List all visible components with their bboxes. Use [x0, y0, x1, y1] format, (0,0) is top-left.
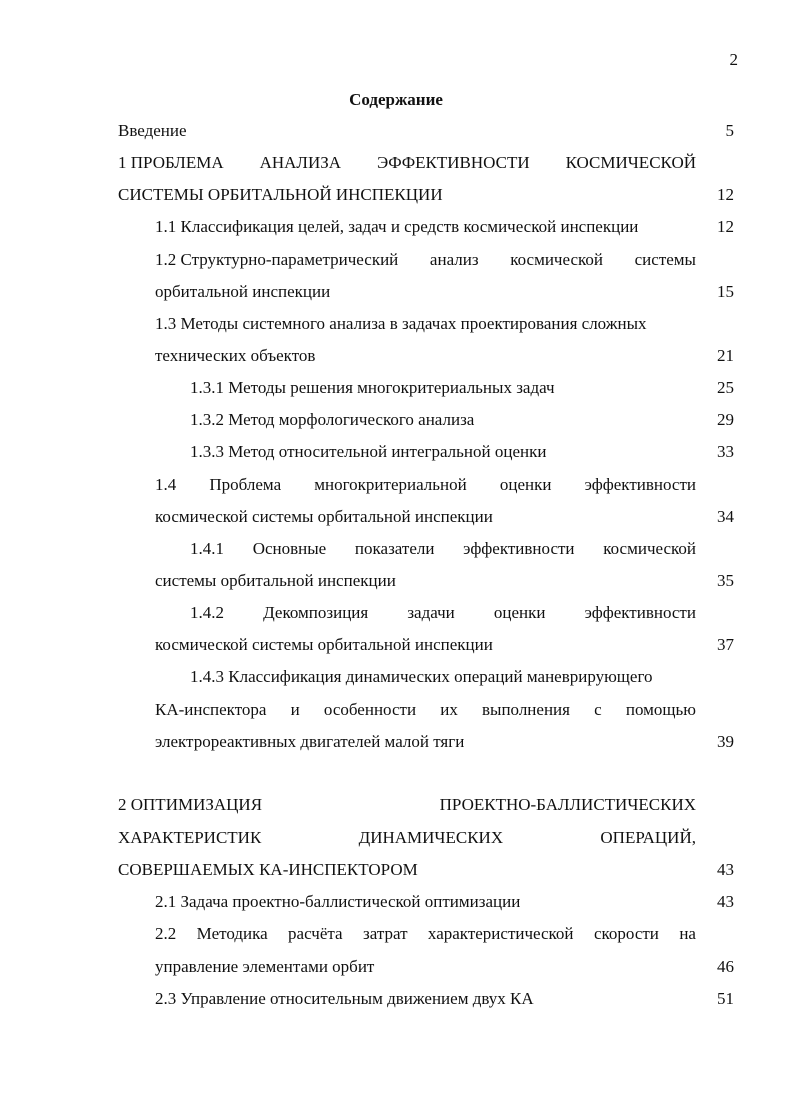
word: космической [510, 250, 603, 269]
word: ХАРАКТЕРИСТИК [118, 828, 262, 847]
word: выполнения [482, 700, 570, 719]
word: Декомпозиция [263, 603, 369, 622]
toc-entry-page: 15 [717, 282, 734, 301]
word: оценки [499, 475, 552, 494]
word: ПРОЕКТНО-БАЛЛИСТИЧЕСКИХ [439, 795, 696, 814]
toc-entry-page: 25 [717, 378, 734, 397]
page-number: 2 [729, 50, 738, 69]
word: скорости [593, 924, 659, 943]
toc-entry-line: космической системы орбитальной инспекции [155, 507, 493, 526]
word: Методика [196, 924, 268, 943]
toc-entry-page: 46 [717, 957, 734, 976]
word: характеристической [427, 924, 574, 943]
word: эффективности [463, 539, 575, 558]
toc-entry-page: 43 [717, 860, 734, 879]
toc-entry-page: 35 [717, 571, 734, 590]
word: эффективности [584, 603, 696, 622]
toc-entry-page: 33 [717, 442, 734, 461]
word: системы [634, 250, 696, 269]
word: особенности [323, 700, 417, 719]
toc-entry-text: 1.1 Классификация целей, задач и средств космической инспекции [155, 217, 639, 236]
toc-entry-line [155, 250, 696, 270]
toc-entry-line [155, 475, 696, 495]
toc-entry-line: СИСТЕМЫ ОРБИТАЛЬНОЙ ИНСПЕКЦИИ [118, 185, 443, 204]
word: КА-инспектора [155, 700, 267, 719]
toc-entry-line: 1.3 Методы системного анализа в задачах проектирования сложных [155, 314, 647, 333]
toc-entry-page: 37 [717, 635, 734, 654]
toc-entry-text: 1.3.2 Метод морфологического анализа [190, 410, 475, 429]
word: 2 ОПТИМИЗАЦИЯ [118, 795, 263, 814]
word: анализ [429, 250, 479, 269]
toc-entry-page: 21 [717, 346, 734, 365]
word: космической [603, 539, 696, 558]
word: 1.4.1 [190, 539, 224, 558]
toc-entry-line [118, 795, 696, 815]
word: показатели [354, 539, 435, 558]
toc-entry-line: технических объектов [155, 346, 316, 365]
toc-entry-text: 1.3.1 Методы решения многокритериальных задач [190, 378, 555, 397]
word: ДИНАМИЧЕСКИХ [358, 828, 504, 847]
word: задачи [407, 603, 455, 622]
toc-entry-page: 5 [725, 121, 734, 140]
toc-entry-text: Введение [118, 121, 187, 140]
toc-entry-line: орбитальной инспекции [155, 282, 331, 301]
toc-title: Содержание [349, 90, 443, 109]
toc-entry-page: 51 [717, 989, 734, 1008]
toc-entry-page: 34 [717, 507, 734, 526]
toc-entry-line: системы орбитальной инспекции [155, 571, 396, 590]
toc-entry-line: управление элементами орбит [155, 957, 375, 976]
toc-entry-page: 29 [717, 410, 734, 429]
word: расчёта [288, 924, 343, 943]
word: 1 ПРОБЛЕМА [118, 153, 224, 172]
toc-entry-line: СОВЕРШАЕМЫХ КА-ИНСПЕКТОРОМ [118, 860, 418, 879]
word: Основные [252, 539, 327, 558]
toc-entry-text: 2.1 Задача проектно-баллистической оптимизации [155, 892, 521, 911]
toc-entry-line [118, 828, 696, 848]
word: на [679, 924, 696, 943]
toc-entry-line [190, 603, 696, 623]
word: ОПЕРАЦИЙ, [600, 828, 696, 847]
word: их [440, 700, 458, 719]
word: затрат [363, 924, 408, 943]
toc-entry-line [118, 153, 696, 173]
toc-entry-page: 12 [717, 217, 734, 236]
word: и [290, 700, 300, 719]
word: с [594, 700, 602, 719]
word: эффективности [584, 475, 696, 494]
word: АНАЛИЗА [259, 153, 342, 172]
toc-entry-text: 2.3 Управление относительным движением двух КА [155, 989, 534, 1008]
toc-entry-line: электрореактивных двигателей малой тяги [155, 732, 465, 751]
toc-entry-page: 39 [717, 732, 734, 751]
word: КОСМИЧЕСКОЙ [565, 153, 696, 172]
toc-entry-page: 12 [717, 185, 734, 204]
word: ЭФФЕКТИВНОСТИ [377, 153, 530, 172]
toc-entry-page: 43 [717, 892, 734, 911]
word: помощью [625, 700, 696, 719]
word: 1.4.2 [190, 603, 224, 622]
toc-entry-line [155, 700, 696, 720]
toc-entry-line [155, 924, 696, 944]
toc-entry-line: 1.4.3 Классификация динамических операций маневрирующего [190, 667, 653, 686]
word: 2.2 [155, 924, 177, 943]
toc-entry-text: 1.3.3 Метод относительной интегральной оценки [190, 442, 547, 461]
word: 1.2 Структурно-параметрический [155, 250, 399, 269]
toc-entry-line [190, 539, 696, 559]
toc-entry-line: космической системы орбитальной инспекции [155, 635, 493, 654]
word: оценки [493, 603, 546, 622]
word: Проблема [209, 475, 282, 494]
word: 1.4 [155, 475, 177, 494]
word: многокритериальной [314, 475, 467, 494]
